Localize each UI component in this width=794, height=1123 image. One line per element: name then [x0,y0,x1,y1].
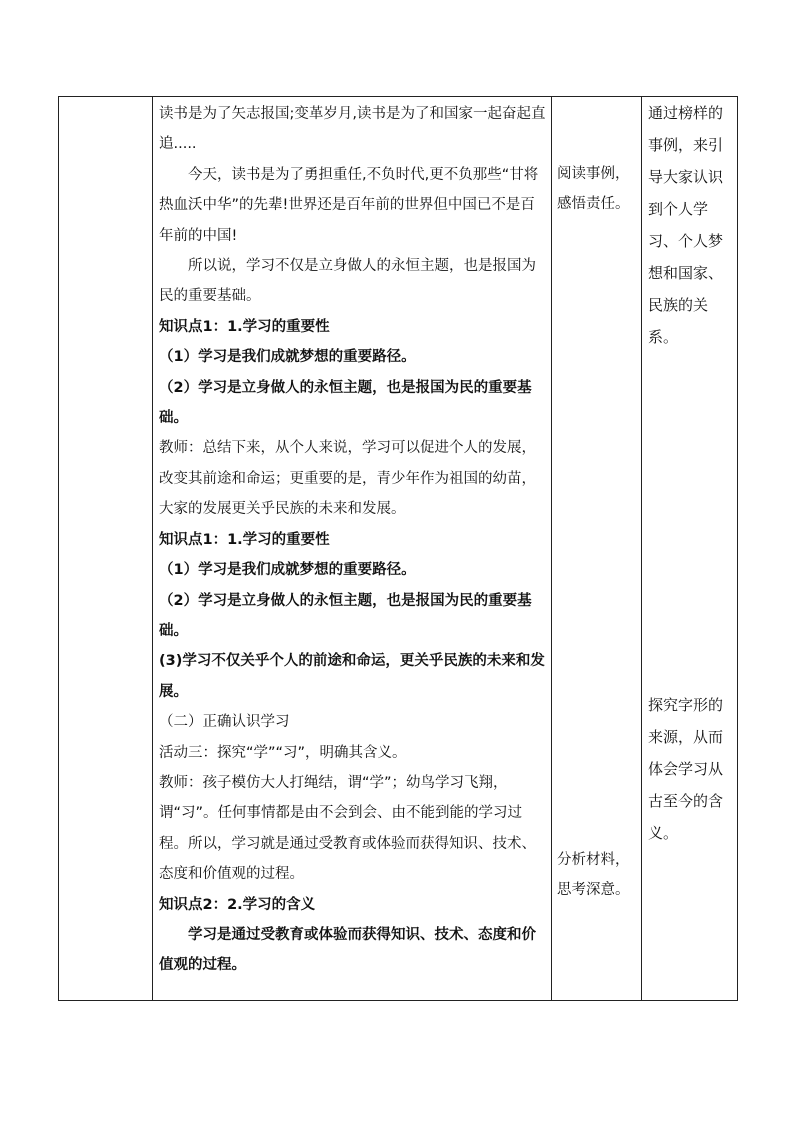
knowledge-point-item: （2）学习是立身做人的永恒主题，也是报国为民的重要基础。 [159,379,532,427]
paragraph: 教师：孩子模仿大人打绳结，谓“学”；幼鸟学习飞翔，谓“习”。任何事情都是由不会到会、由不能到能的学习过程。所以，学习就是通过受教育或体验而获得知识、技术、态度和价值观的过程。 [159,774,536,883]
paragraph: 读书是为了矢志报国;变革岁月,读书是为了和国家一起奋起直追..... [159,106,546,153]
knowledge-point-item: (3)学习不仅关乎个人的前途和命运，更关乎民族的未来和发展。 [159,653,545,700]
section-heading: （二）正确认识学习 [159,714,290,731]
paragraph: 所以说，学习不仅是立身做人的永恒主题，也是报国为民的重要基础。 [159,258,536,305]
design-intent-cell [642,97,738,1001]
knowledge-point-item: （1）学习是我们成就梦想的重要路径。 [159,349,416,366]
student-activity-cell [552,97,642,1001]
table-row [59,97,738,1001]
teaching-content [153,97,551,981]
design-intent-text: 探究字形的来源，从而体会学习从古至今的含义。 [648,696,724,842]
knowledge-point-item: （1）学习是我们成就梦想的重要路径。 [159,562,416,579]
student-activity-text: 阅读事例，感悟责任。 [557,166,630,213]
knowledge-point-heading: 知识点1：1.学习的重要性 [159,318,330,335]
student-activity-text: 分析材料，思考深意。 [557,852,630,899]
knowledge-point-item: 学习是通过受教育或体验而获得知识、技术、态度和价值观的过程。 [159,926,536,974]
paragraph: 教师：总结下来，从个人来说，学习可以促进个人的发展，改变其前途和命运；更重要的是，青少年作为祖国的幼苗，大家的发展更关乎民族的未来和发展。 [159,440,536,518]
teaching-content-cell [153,97,552,1001]
knowledge-point-item: （2）学习是立身做人的永恒主题，也是报国为民的重要基础。 [159,592,532,639]
blank-cell [59,97,153,1001]
lesson-table [58,96,738,1001]
paragraph: 今天，读书是为了勇担重任,不负时代,更不负那些“甘将热血沃中华”的先辈!世界还是百年前的世界但中国已不是百年前的中国! [159,166,539,244]
knowledge-point-heading: 知识点2：2.学习的含义 [159,896,316,913]
design-intent-text: 通过榜样的事例，来引导大家认识到个人学习、个人梦想和国家、民族的关系。 [648,104,724,346]
knowledge-point-heading: 知识点1：1.学习的重要性 [159,531,330,548]
activity-heading: 活动三：探究“学”“习”，明确其含义。 [159,744,407,761]
